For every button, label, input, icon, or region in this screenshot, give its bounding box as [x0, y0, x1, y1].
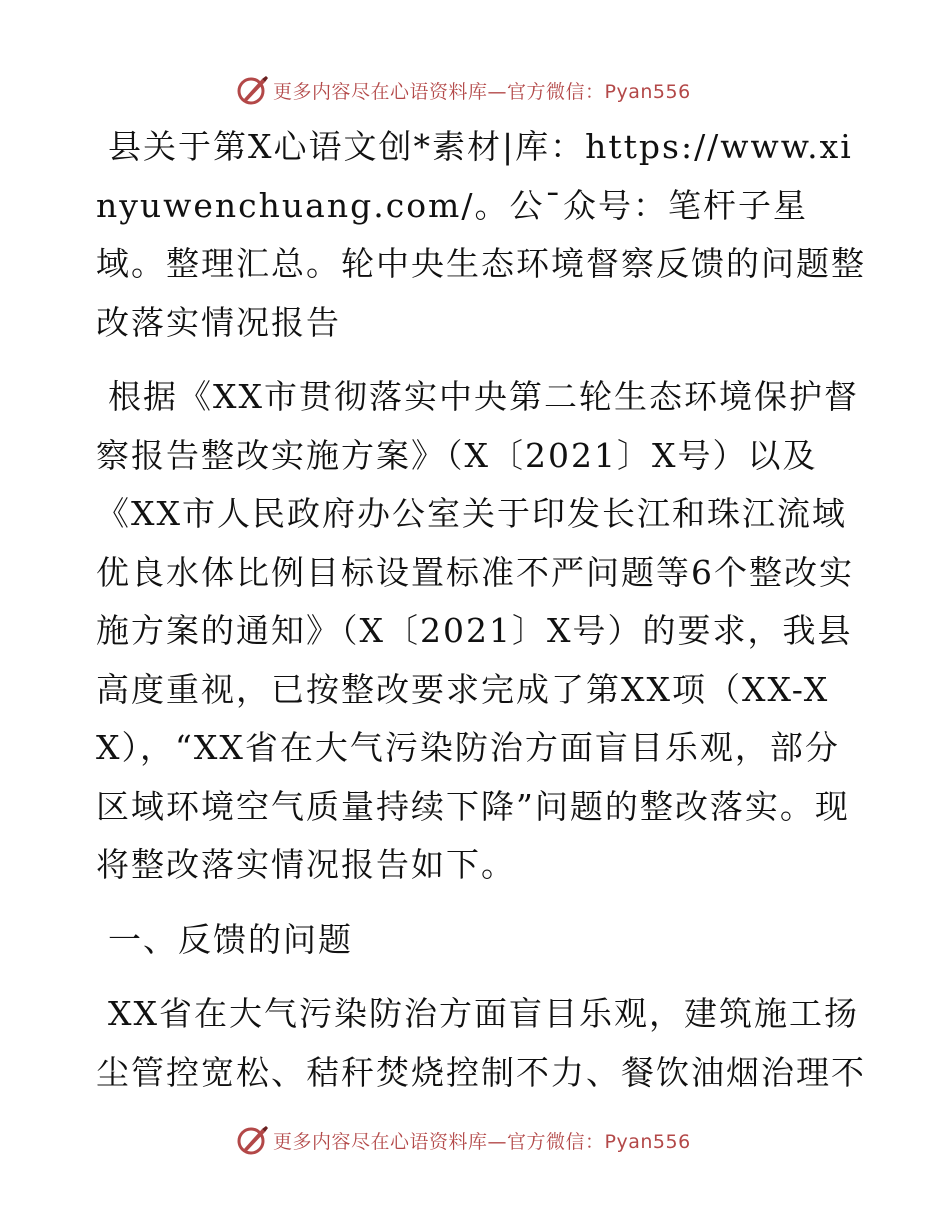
watermark-text: 更多内容尽在心语资料库—官方微信：Pyan556 [273, 1130, 691, 1153]
document-body [96, 118, 866, 1102]
watermark-text: 更多内容尽在心语资料库—官方微信：Pyan556 [273, 80, 691, 103]
pen-logo-icon [235, 1123, 269, 1157]
pen-logo-icon [235, 73, 269, 107]
body-paragraph: XX省在大气污染防治方面盲目乐观，建筑施工扬尘管控宽松、秸秆焚烧控制不力、餐饮油烟治理不 [96, 994, 866, 1092]
section-heading: 一、反馈的问题 [108, 919, 353, 959]
title-paragraph: 县关于第X心语文创*素材|库：https://www.xinyuwenchuang.com/。公¯众号：笔杆子星域。整理汇总。轮中央生态环境督察反馈的问题整改落实情况报告 [96, 127, 866, 342]
footer-watermark [235, 1120, 691, 1160]
header-watermark [235, 70, 691, 110]
body-paragraph: 根据《XX市贯彻落实中央第二轮生态环境保护督察报告整改实施方案》（X〔2021〕X号）以及《XX市人民政府办公室关于印发长江和珠江流域优良水体比例目标设置标准不严问题等6个整改实施方案的通知》（X〔2021〕X号）的要求，我县高度重视，已按整改要求完成了第XX项（XX-XX），“XX省在大气污染防治方面盲目乐观，部分区域环境空气质量持续下降”问题的整改落实。现将整改落实情况报告如下。 [96, 377, 859, 884]
